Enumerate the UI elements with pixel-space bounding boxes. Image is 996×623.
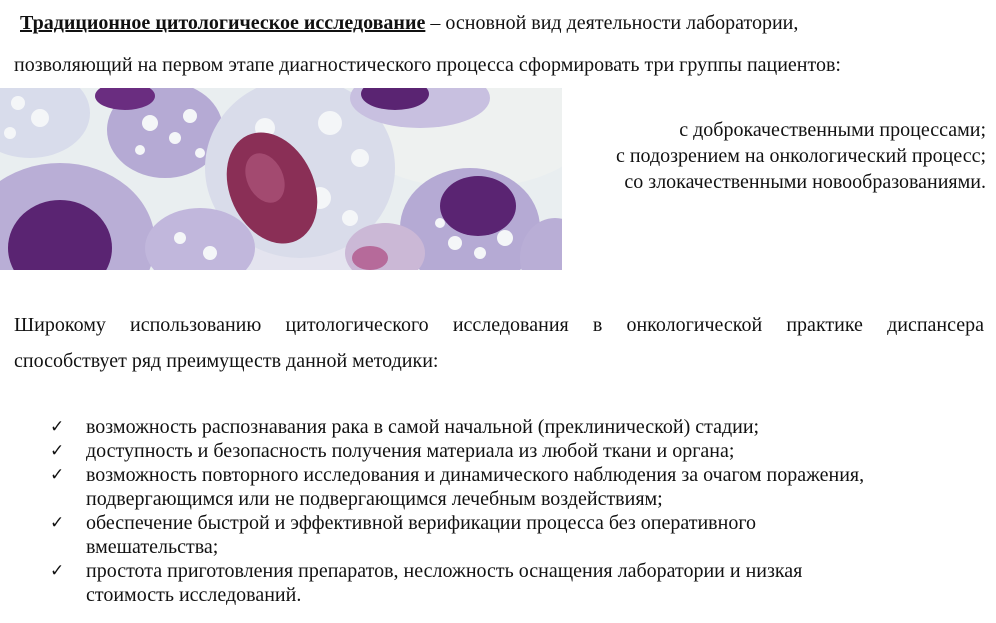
benefit-text-continued: вмешательства; (86, 536, 219, 558)
checkmark-icon: ✓ (50, 513, 65, 533)
advantages-intro-line-1: Широкому использованию цитологического исследования в онкологической практике диспансера (14, 314, 984, 336)
cytology-micrograph (0, 88, 562, 270)
benefit-item (50, 439, 980, 463)
patient-group-benign: с доброкачественными процессами; (679, 119, 986, 141)
benefit-text-continued: подвергающимся или не подвергающимся лечебным воздействиям; (86, 488, 663, 510)
benefit-text: простота приготовления препаратов, несложность оснащения лаборатории и низкая (86, 560, 803, 582)
benefit-text: возможность распознавания рака в самой начальной (преклинической) стадии; (86, 416, 760, 438)
patient-group-malignant: со злокачественными новообразованиями. (624, 171, 986, 193)
title-continuation: – основной вид деятельности лаборатории, (425, 12, 799, 34)
benefit-text-continued: стоимость исследований. (86, 584, 302, 606)
patient-group-suspected: с подозрением на онкологический процесс; (615, 145, 986, 167)
checkmark-icon: ✓ (50, 561, 65, 581)
benefit-item (50, 415, 980, 439)
benefit-text: обеспечение быстрой и эффективной верификации процесса без оперативного (86, 512, 757, 534)
benefits-list (50, 415, 980, 607)
title-heading: Традиционное цитологическое исследование (20, 12, 426, 34)
benefit-text: доступность и безопасность получения материала из любой ткани и органа; (86, 440, 735, 462)
intro-line-1 (20, 11, 798, 35)
checkmark-icon: ✓ (50, 417, 65, 437)
checkmark-icon: ✓ (50, 441, 65, 461)
nucleus (440, 176, 516, 236)
benefit-text: возможность повторного исследования и динамического наблюдения за очагом поражения, (86, 464, 865, 486)
benefit-item (50, 463, 980, 511)
advantages-intro-line-2: способствует ряд преимуществ данной методики: (14, 350, 439, 372)
benefit-item (50, 511, 980, 559)
intro-line-2: позволяющий на первом этапе диагностического процесса сформировать три группы пациентов: (14, 54, 841, 76)
checkmark-icon: ✓ (50, 465, 65, 485)
patient-groups (616, 117, 986, 195)
benefit-item (50, 559, 980, 607)
